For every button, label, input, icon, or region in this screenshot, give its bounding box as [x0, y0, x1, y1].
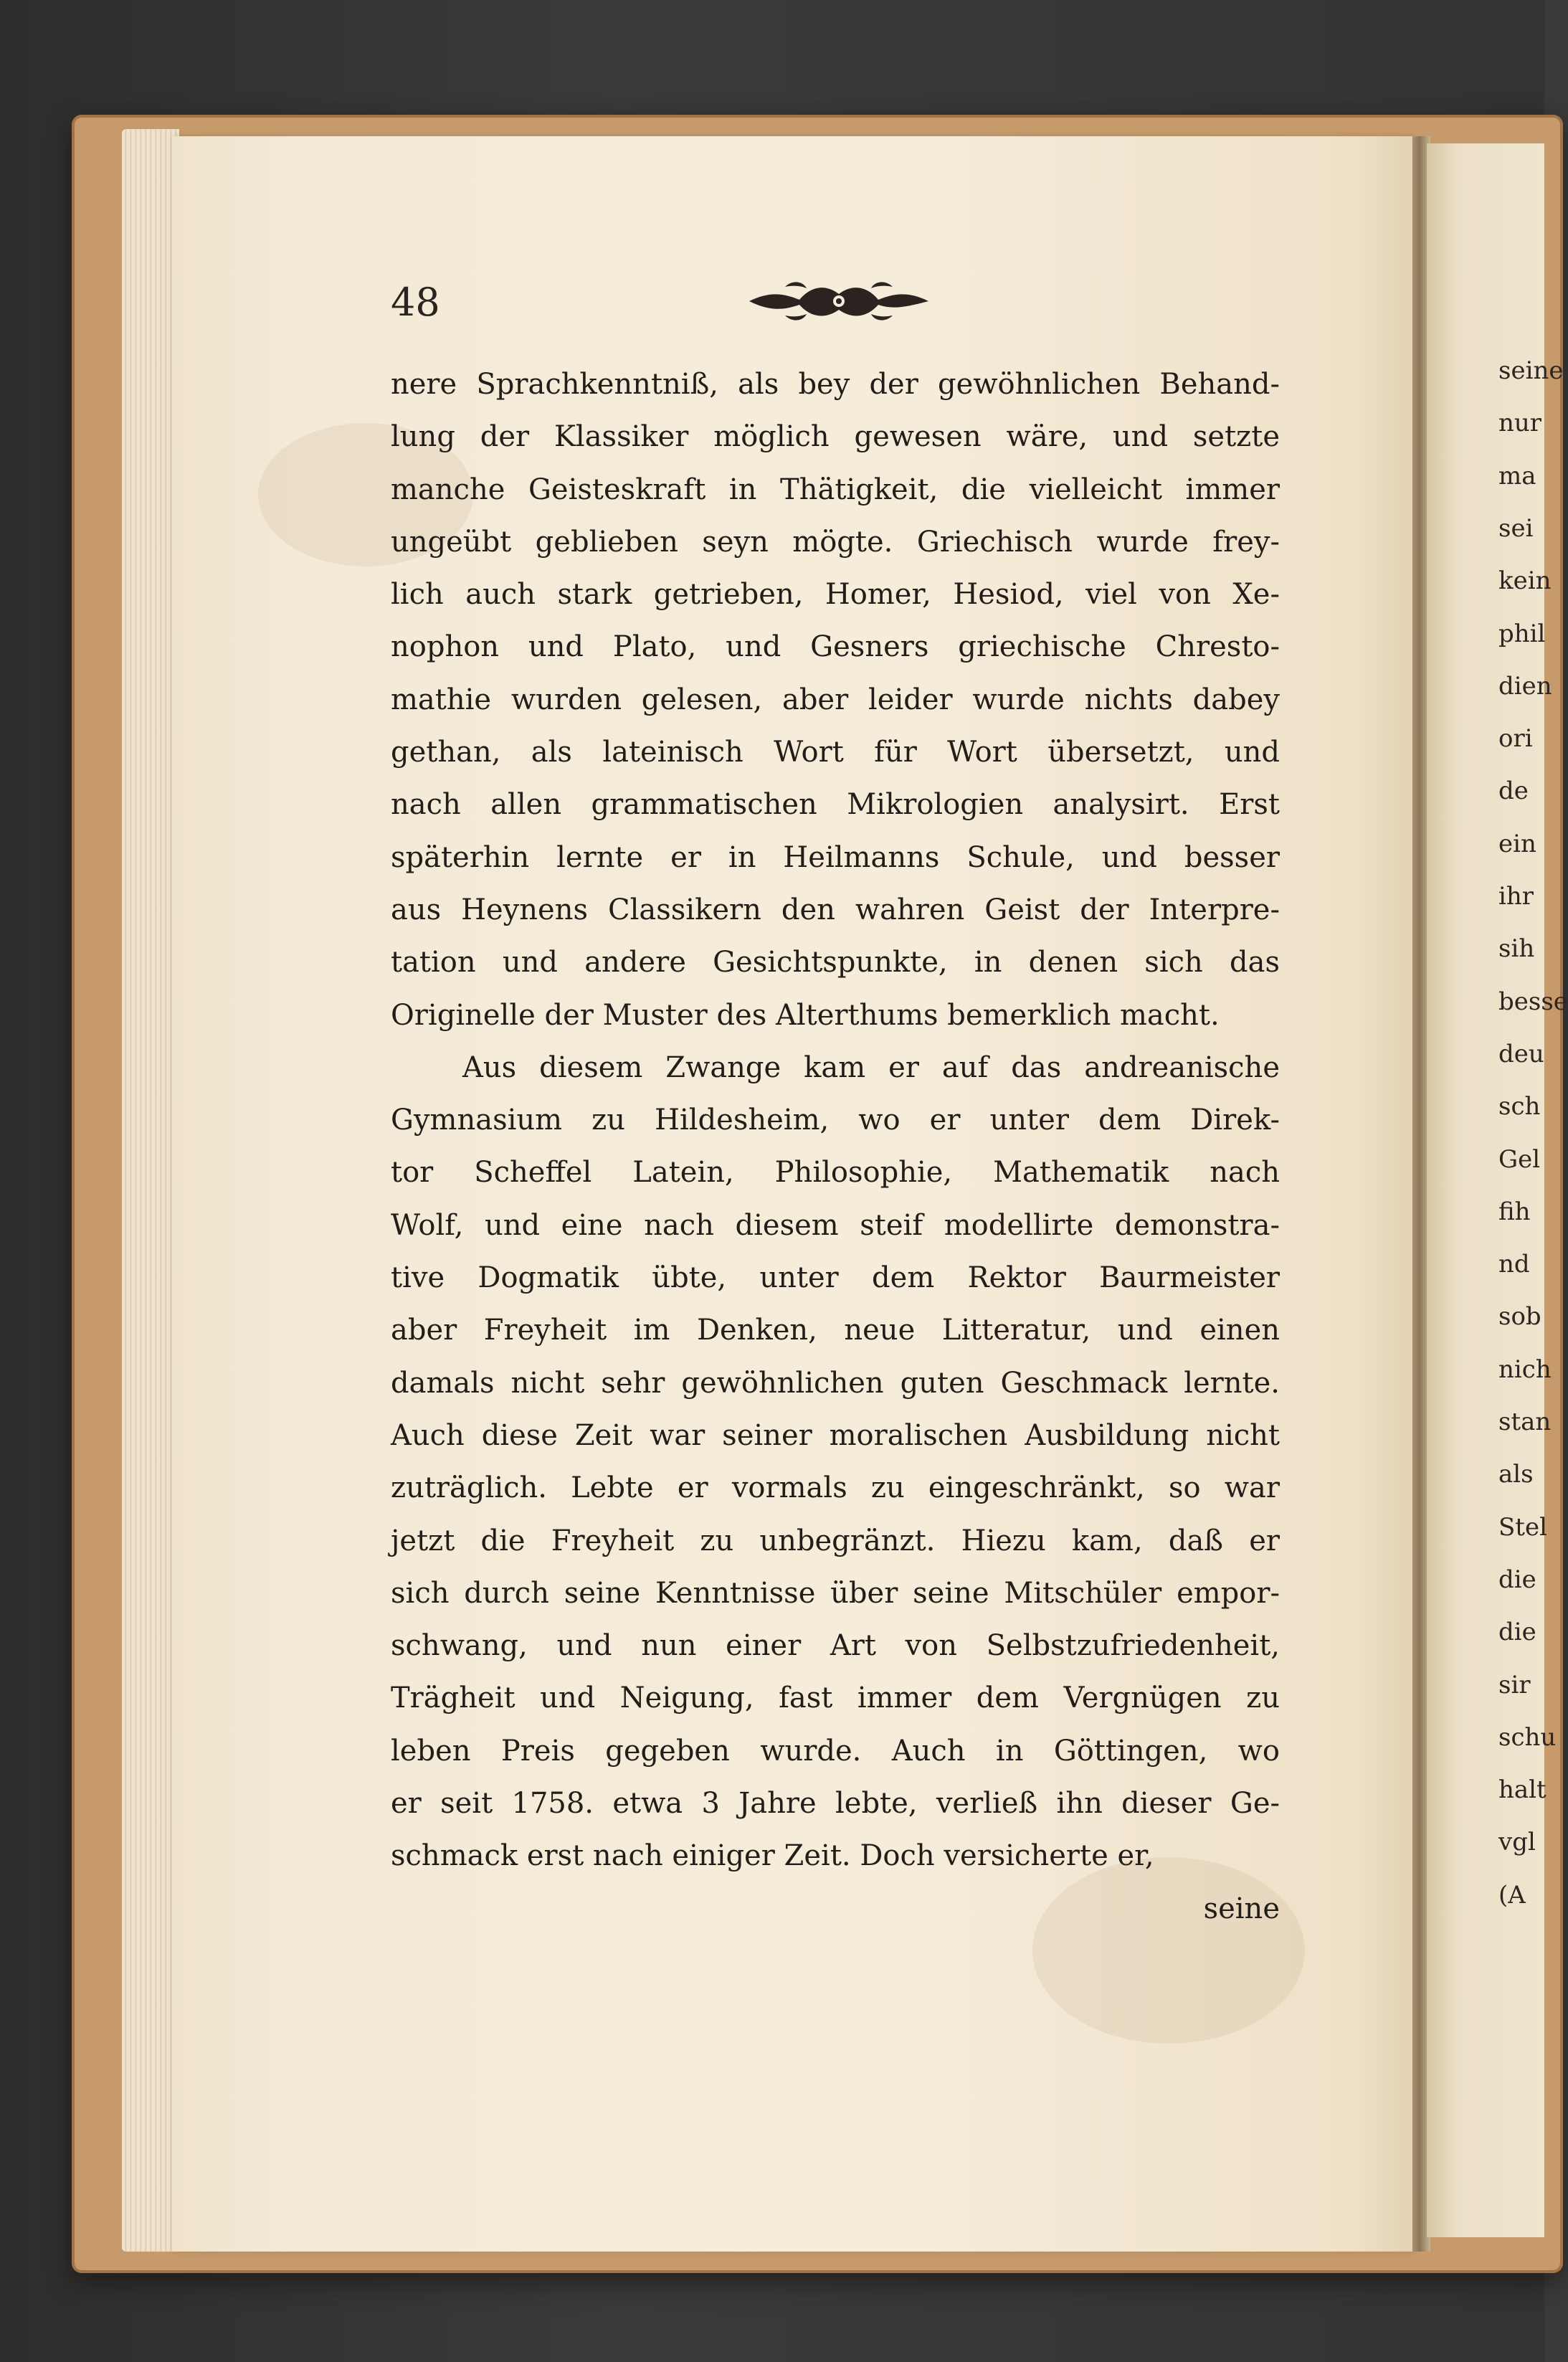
- facing-text-fragment: ihr: [1498, 882, 1534, 911]
- text-line: er seit 1758. etwa 3 Jahre lebte, verließ ihn dieser Ge-: [391, 1787, 1280, 1821]
- text-line: zuträglich. Lebte er vormals zu eingeschränkt, so war: [391, 1471, 1280, 1505]
- facing-text-fragment: sch: [1498, 1092, 1541, 1121]
- facing-text-fragment: dien: [1498, 671, 1552, 701]
- facing-text-fragment: Stel: [1498, 1512, 1547, 1542]
- text-line: schmack erst nach einiger Zeit. Doch versicherte er,: [391, 1839, 1154, 1873]
- text-line: aber Freyheit im Denken, neue Litteratur, und einen: [391, 1314, 1280, 1347]
- facing-text-fragment: halt: [1498, 1775, 1546, 1805]
- text-line: damals nicht sehr gewöhnlichen guten Geschmack lernte.: [391, 1366, 1280, 1400]
- facing-text-fragment: sir: [1498, 1670, 1531, 1699]
- text-line: Auch diese Zeit war seiner moralischen Ausbildung nicht: [391, 1418, 1280, 1452]
- ornament-icon: [742, 272, 936, 330]
- facing-text-fragment: schu: [1498, 1722, 1557, 1752]
- facing-text-fragment: kein: [1498, 566, 1552, 596]
- text-line: gethan, als lateinisch Wort für Wort übersetzt, und: [391, 736, 1280, 769]
- facing-text-fragment: (A: [1498, 1880, 1526, 1910]
- facing-text-fragment: ma: [1498, 461, 1536, 490]
- facing-text-fragment: vgl: [1498, 1828, 1536, 1857]
- facing-text-fragment: ein: [1498, 829, 1536, 858]
- text-line: nophon und Plato, und Gesners griechische Chresto-: [391, 630, 1280, 664]
- facing-text-fragment: Gel: [1498, 1144, 1541, 1174]
- text-line: späterhin lernte er in Heilmanns Schule, und besser: [391, 840, 1280, 874]
- catchword: seine: [1203, 1892, 1280, 1925]
- text-line: Gymnasium zu Hildesheim, wo er unter dem Direk-: [391, 1104, 1280, 1137]
- facing-text-fragment: stan: [1498, 1408, 1552, 1436]
- facing-text-fragment: de: [1498, 777, 1529, 806]
- facing-text-fragment: sob: [1498, 1302, 1541, 1332]
- facing-text-fragment: die: [1498, 1618, 1536, 1647]
- text-line: nere Sprachkenntniß, als bey der gewöhnlichen Behand-: [391, 368, 1280, 401]
- facing-text-fragment: als: [1498, 1460, 1534, 1489]
- page-edges: [122, 129, 179, 2252]
- facing-page: [1427, 143, 1544, 2237]
- text-line: tive Dogmatik übte, unter dem Rektor Baurmeister: [391, 1261, 1280, 1295]
- text-line: Originelle der Muster des Alterthums bemerklich macht.: [391, 998, 1220, 1032]
- text-line: ungeübt geblieben seyn mögte. Griechisch wurde frey-: [391, 525, 1280, 559]
- facing-text-fragment: seine: [1498, 356, 1564, 385]
- facing-text-fragment: die: [1498, 1565, 1536, 1594]
- text-line: schwang, und nun einer Art von Selbstzufriedenheit,: [391, 1629, 1280, 1663]
- text-line: leben Preis gegeben wurde. Auch in Göttingen, wo: [391, 1734, 1280, 1768]
- page-number: 48: [391, 280, 440, 325]
- page-header: [391, 272, 1280, 337]
- facing-text-fragment: nich: [1498, 1355, 1552, 1384]
- text-line: aus Heynens Classikern den wahren Geist der Interpre-: [391, 893, 1280, 926]
- text-line: tor Scheffel Latein, Philosophie, Mathematik nach: [391, 1156, 1280, 1190]
- page-body-text: [391, 359, 1280, 1935]
- text-line: lung der Klassiker möglich gewesen wäre, und setzte: [391, 420, 1280, 454]
- text-line: tation und andere Gesichtspunkte, in denen sich das: [391, 946, 1280, 980]
- text-line: mathie wurden gelesen, aber leider wurde nichts dabey: [391, 683, 1280, 716]
- facing-text-fragment: sih: [1498, 934, 1535, 964]
- facing-text-fragment: nur: [1498, 409, 1542, 438]
- facing-text-fragment: ori: [1498, 724, 1533, 754]
- facing-text-fragment: sei: [1498, 513, 1534, 543]
- facing-text-fragment: besse: [1498, 987, 1568, 1016]
- text-line: Aus diesem Zwange kam er auf das andreanische: [462, 1050, 1280, 1084]
- facing-text-fragment: phil: [1498, 619, 1546, 648]
- text-line: sich durch seine Kenntnisse über seine Mitschüler empor-: [391, 1576, 1280, 1610]
- facing-text-fragment: fih: [1498, 1197, 1531, 1226]
- text-line: Trägheit und Neigung, fast immer dem Vergnügen zu: [391, 1682, 1280, 1715]
- text-line: nach allen grammatischen Mikrologien analysirt. Erst: [391, 788, 1280, 822]
- text-line: manche Geisteskraft in Thätigkeit, die vielleicht immer: [391, 473, 1280, 506]
- text-line: lich auch stark getrieben, Homer, Hesiod, viel von Xe-: [391, 578, 1280, 612]
- text-line: jetzt die Freyheit zu unbegränzt. Hiezu kam, daß er: [391, 1524, 1280, 1557]
- facing-text-fragment: nd: [1498, 1250, 1530, 1279]
- text-line: Wolf, und eine nach diesem steif modellirte demonstra-: [391, 1208, 1280, 1242]
- facing-text-fragment: deu: [1498, 1039, 1544, 1068]
